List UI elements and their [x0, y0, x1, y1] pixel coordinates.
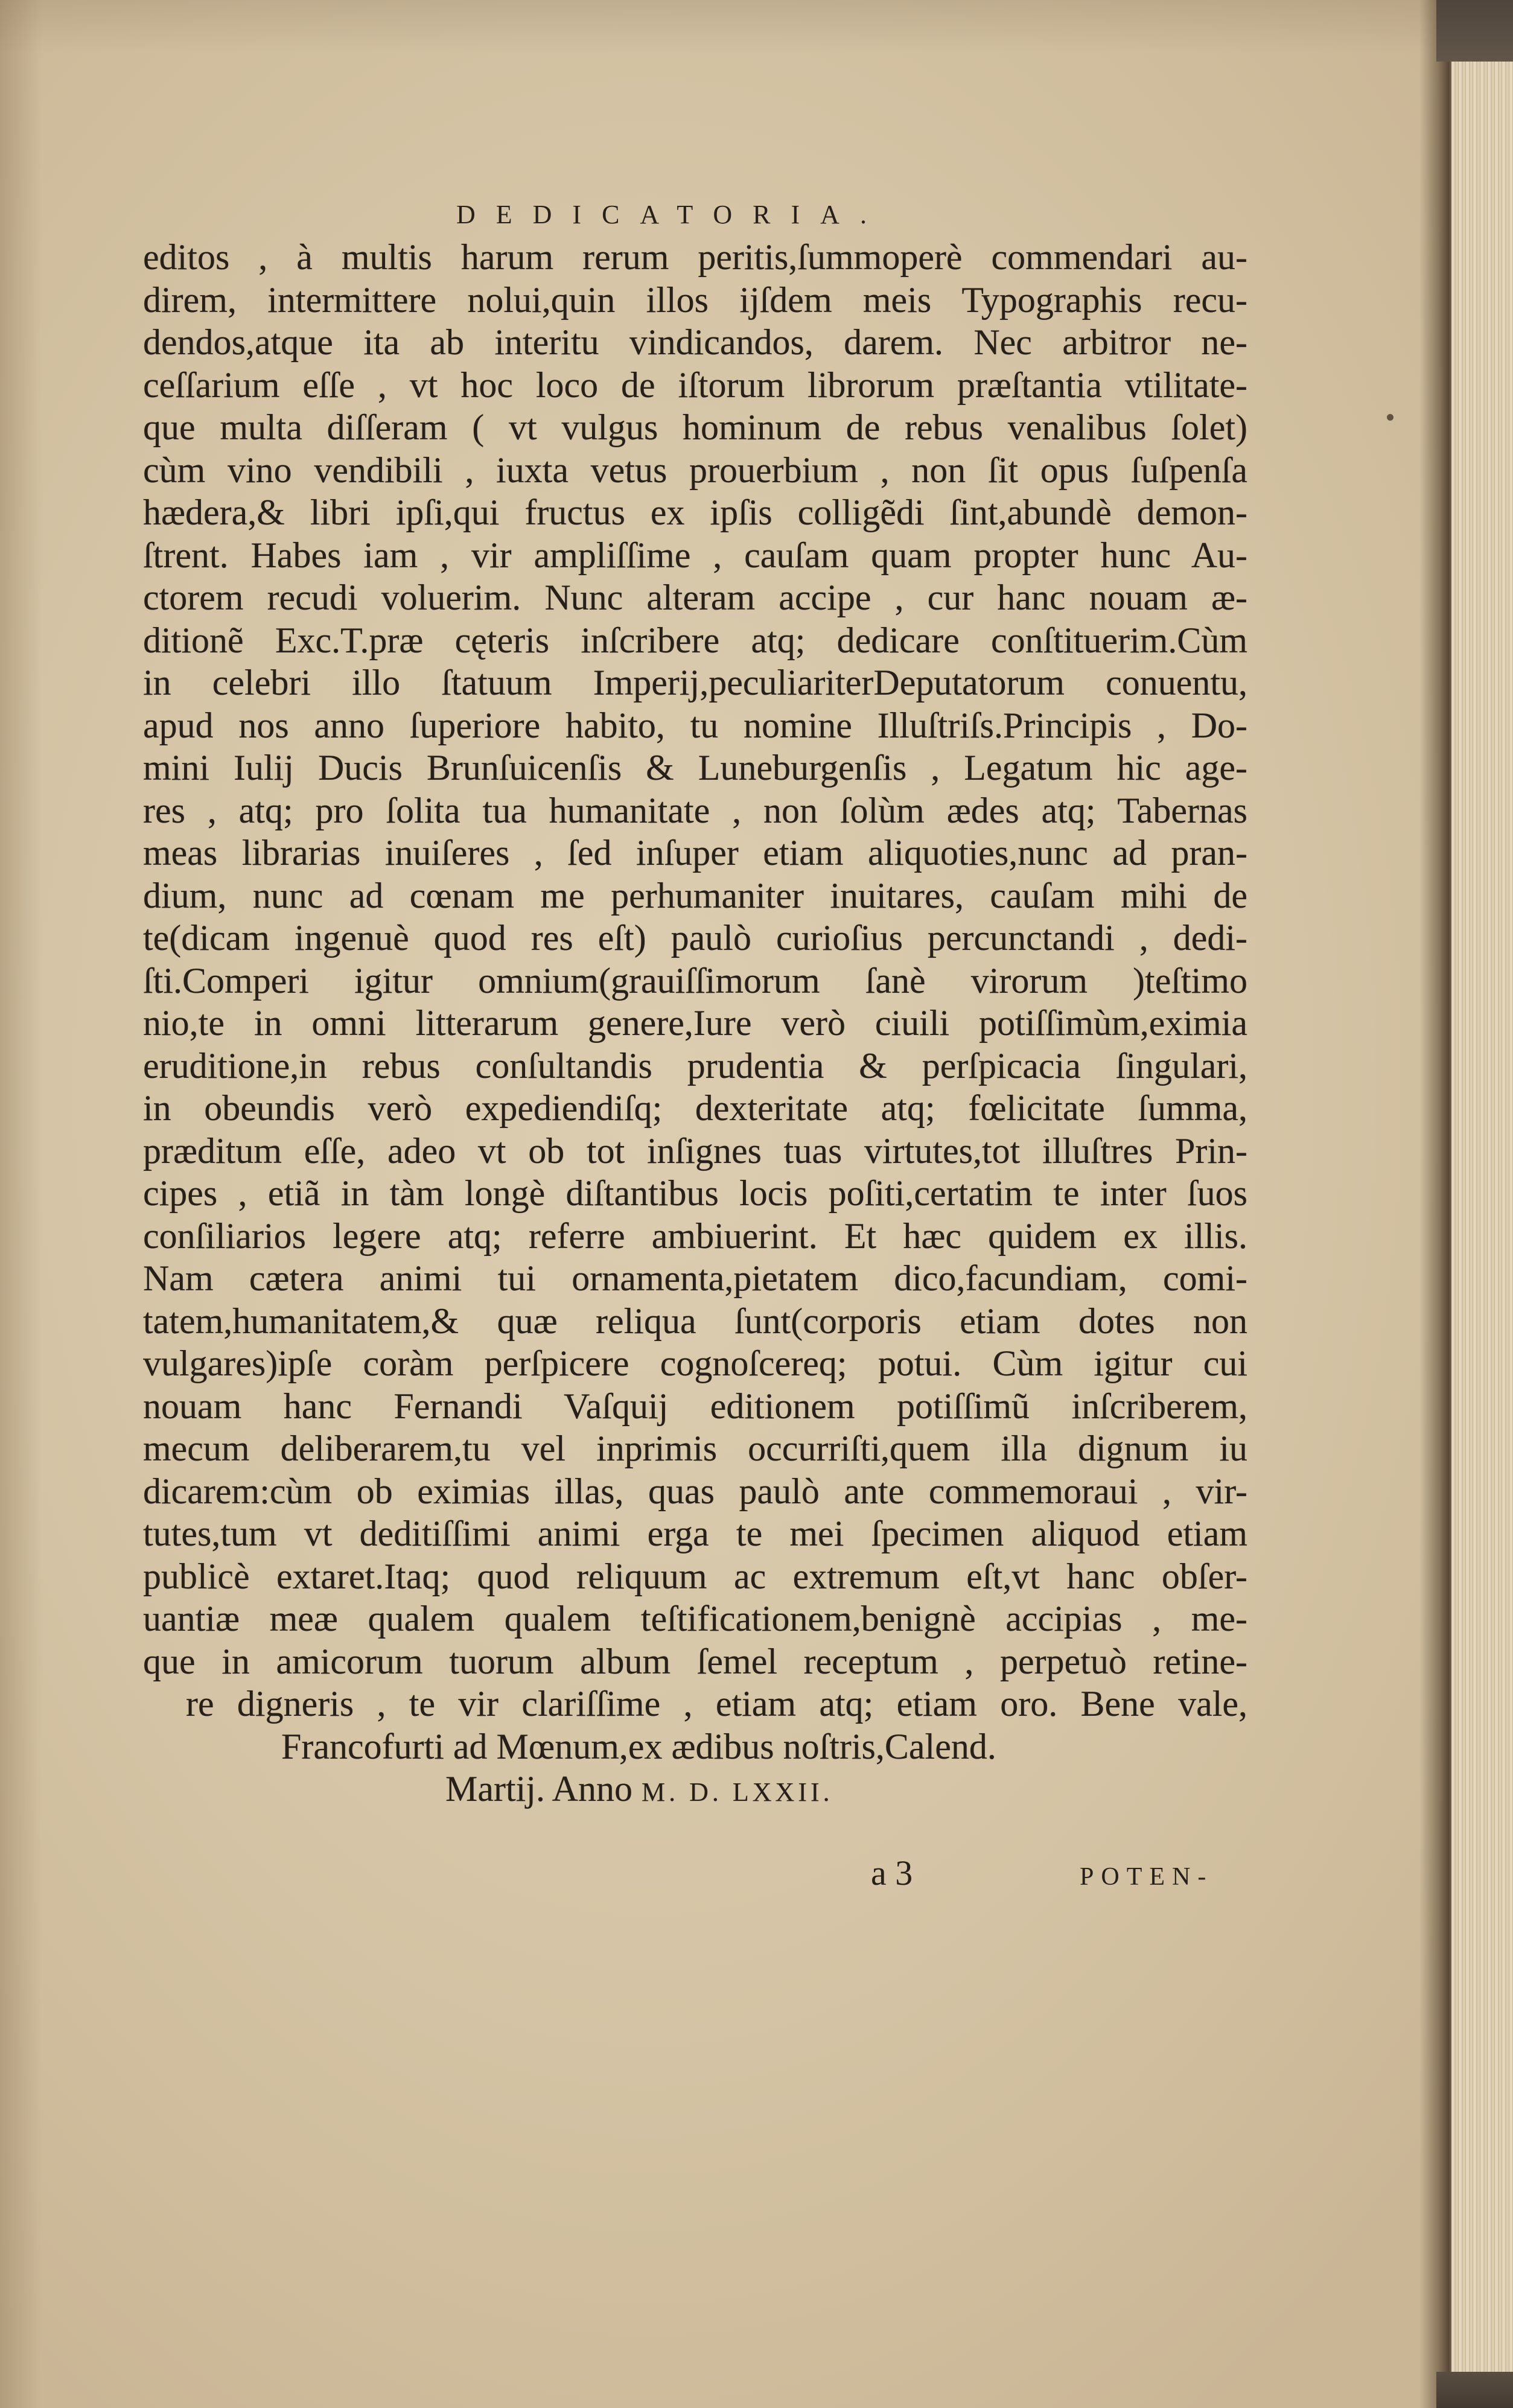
text-line: mecum deliberarem,tu vel inprimis occurriſti,quem illa dignum iu — [143, 1429, 1247, 1468]
background-corner-bottom — [1436, 2372, 1513, 2408]
text-line: dicarem:cùm ob eximias illas, quas paulò ante commemoraui , vir- — [143, 1471, 1247, 1511]
text-line: direm, intermittere nolui,quin illos ijſdem meis Typographis recu- — [143, 279, 1247, 320]
text-line: hædera,& libri ipſi,qui fructus ex ipſis colligẽdi ſint,abundè demon- — [143, 492, 1247, 532]
book-fore-edge — [1450, 62, 1513, 2372]
text-line: in obeundis verò expediendiſq; dexteritate atq; fœlicitate ſumma, — [143, 1088, 1247, 1128]
text-line: præditum eſſe, adeo vt ob tot inſignes tuas virtutes,tot illuſtres Prin- — [143, 1130, 1247, 1171]
text-line: ſti.Comperi igitur omnium(grauiſſimorum ſanè virorum )teſtimo — [143, 960, 1247, 1001]
catchword: POTEN- — [1080, 1863, 1214, 1891]
text-line: dendos,atque ita ab interitu vindicandos, darem. Nec arbitror ne- — [143, 322, 1247, 362]
text-line: ſtrent. Habes iam , vir ampliſſime , cauſam quam propter hunc Au- — [143, 535, 1247, 575]
text-line: ctorem recudi voluerim. Nunc alteram accipe , cur hanc nouam æ- — [143, 578, 1247, 617]
text-line: dium, nunc ad cœnam me perhumaniter inuitares, cauſam mihi de — [143, 875, 1247, 916]
text-line: que in amicorum tuorum album ſemel receptum , perpetuò retine- — [143, 1641, 1247, 1681]
text-line: que multa diſſeram ( vt vulgus hominum de rebus venalibus ſolet) — [143, 407, 1247, 447]
text-line: uantiæ meæ qualem qualem teſtificationem,benignè accipias , me- — [143, 1599, 1247, 1639]
text-line: cipes , etiã in tàm longè diſtantibus locis poſiti,certatim te inter ſuos — [143, 1173, 1247, 1213]
text-line: publicè extaret.Itaq; quod reliquum ac extremum eſt,vt hanc obſer- — [143, 1556, 1247, 1596]
text-line: eruditione,in rebus conſultandis prudentia & perſpicacia ſingulari, — [143, 1045, 1247, 1086]
text-line: conſiliarios legere atq; referre ambiuerint. Et hæc quidem ex illis. — [143, 1215, 1247, 1256]
text-line: nouam hanc Fernandi Vaſquij editionem potiſſimũ inſcriberem, — [143, 1386, 1247, 1426]
text-line: Nam cætera animi tui ornamenta,pietatem dico,facundiam, comi- — [143, 1258, 1247, 1298]
text-line: ceſſarium eſſe , vt hoc loco de iſtorum librorum præſtantia vtilitate- — [143, 365, 1247, 405]
date-year: M. D. LXXII. — [642, 1777, 833, 1807]
running-head: DEDICATORIA. — [456, 200, 887, 229]
background-corner-top — [1436, 0, 1513, 62]
text-line: in celebri illo ſtatuum Imperij,peculiariterDeputatorum conuentu, — [143, 663, 1247, 702]
text-line: vulgares)ipſe coràm perſpicere cognoſcereq; potui. Cùm igitur cui — [143, 1343, 1247, 1383]
text-line: meas librarias inuiſeres , ſed inſuper etiam aliquoties,nunc ad pran- — [143, 833, 1247, 873]
text-line: tutes,tum vt deditiſſimi animi erga te mei ſpecimen aliquod etiam — [143, 1514, 1247, 1553]
ink-spot — [1387, 414, 1394, 421]
text-line: res , atq; pro ſolita tua humanitate , non ſolùm ædes atq; Tabernas — [143, 790, 1247, 830]
text-line: re digneris , te vir clariſſime , etiam atq; etiam oro. Bene vale, — [186, 1684, 1247, 1724]
text-line: nio,te in omni litterarum genere,Iure verò ciuili potiſſimùm,eximia — [143, 1003, 1247, 1043]
text-line: apud nos anno ſuperiore habito, tu nomine Illuſtriſs.Principis , Do- — [143, 705, 1247, 745]
page-edge-shadow — [1419, 0, 1450, 2408]
dedication-text — [143, 236, 1247, 1811]
date-prefix: Martij. Anno — [445, 1769, 632, 1809]
text-line: editos , à multis harum rerum peritis,ſummoperè commendari au- — [143, 237, 1247, 277]
closing-place-line: Francofurti ad Mœnum,ex ædibus noſtris,Calend. — [281, 1726, 996, 1766]
text-line: mini Iulij Ducis Brunſuicenſis & Luneburgenſis , Legatum hic age- — [143, 748, 1247, 788]
text-line: ditionẽ Exc.T.præ cęteris inſcribere atq; dedicare conſtituerim.Cùm — [143, 620, 1247, 660]
text-line: te(dicam ingenuè quod res eſt) paulò curioſius percunctandi , dedi- — [143, 918, 1247, 958]
text-line: tatem,humanitatem,& quæ reliqua ſunt(corporis etiam dotes non — [143, 1301, 1247, 1341]
closing-date-line — [143, 1768, 1247, 1811]
text-line: cùm vino vendibili , iuxta vetus prouerbium , non ſit opus ſuſpenſa — [143, 450, 1247, 490]
signature-mark: a 3 — [871, 1853, 913, 1893]
